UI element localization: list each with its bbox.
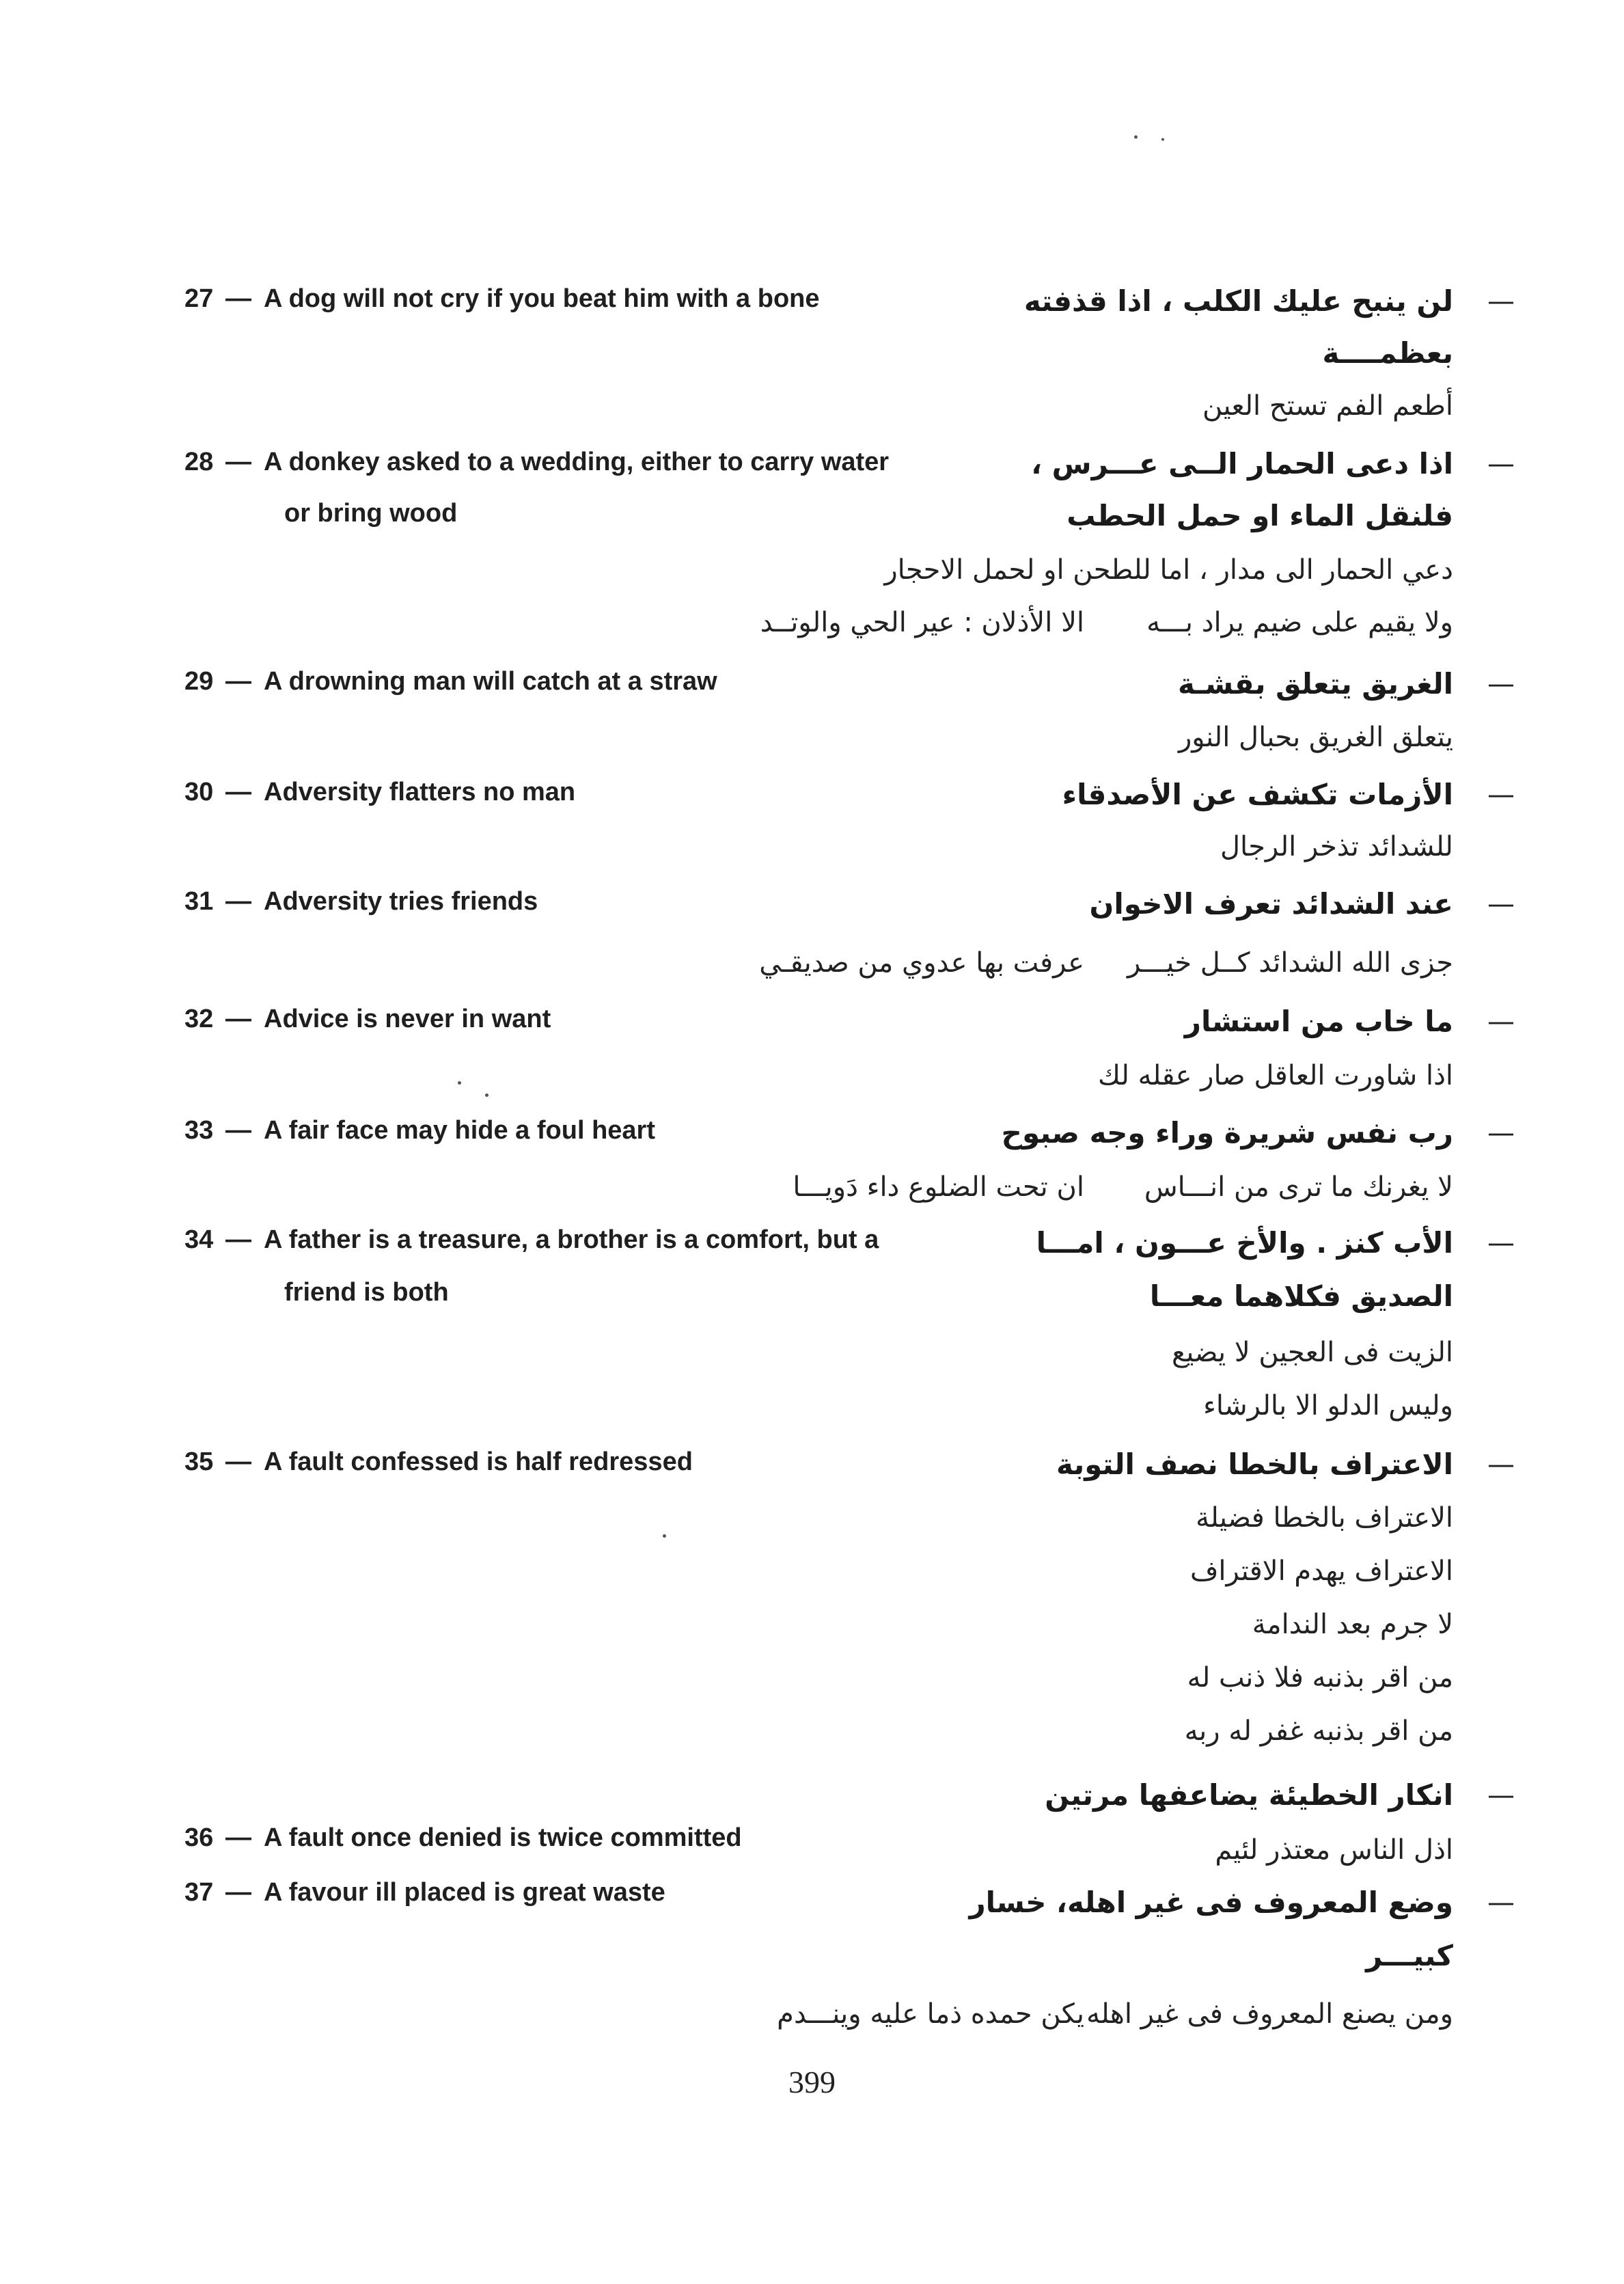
entry-30-ar-dash: — (1487, 779, 1515, 811)
entry-37-english: 37 — A favour ill placed is great waste (184, 1878, 665, 1907)
entry-32-english: 32 — Advice is never in want (184, 1005, 551, 1033)
entry-28-arabic-main-2: فلنقل الماء او حمل الحطب (1066, 499, 1453, 532)
entry-32-arabic-main: ما خاب من استشار (1184, 1005, 1453, 1038)
entry-35-arabic-equiv-2: الاعتراف يهدم الاقتراف (1189, 1555, 1453, 1587)
entry-27-arabic-main: لن ينبح عليك الكلب ، اذا قذفته (1023, 284, 1453, 318)
entry-33-verse-left: ان تحت الضلوع داء دَويـــا (793, 1171, 1084, 1203)
scan-speck (663, 1534, 666, 1538)
entry-28-arabic-equiv: دعي الحمار الى مدار ، اما للطحن او لحمل الاحجار (884, 554, 1453, 586)
entry-33-english: 33 — A fair face may hide a foul heart (184, 1116, 655, 1145)
entry-29-arabic-equiv: يتعلق الغريق بحبال النور (1178, 722, 1453, 753)
entry-28-verse-right: ولا يقيم على ضيم يراد بـــه (1146, 607, 1453, 638)
entry-35-arabic-equiv: الاعتراف بالخطا فضيلة (1196, 1502, 1453, 1534)
entry-37-arabic-main: وضع المعروف فى غير اهله، خسار (969, 1886, 1453, 1919)
entry-29-arabic-main: الغريق يتعلق بقشـة (1177, 667, 1453, 701)
entry-36-english: 36 — A fault once denied is twice committed (184, 1823, 742, 1852)
entry-30-english: 30 — Adversity flatters no man (184, 778, 576, 806)
entry-36-arabic-equiv: اذل الناس معتذر لئيم (1215, 1834, 1453, 1866)
entry-35-arabic-main: الاعتراف بالخطا نصف التوبة (1056, 1447, 1453, 1481)
entry-31-ar-dash: — (1487, 888, 1515, 920)
scan-speck (1134, 135, 1138, 139)
entry-34-arabic-main: الأب كنز . والأخ عـــون ، امـــا (1036, 1226, 1453, 1260)
scan-speck (1161, 138, 1164, 141)
entry-34-arabic-equiv-2: وليس الدلو الا بالرشاء (1203, 1390, 1453, 1422)
entry-31-arabic-main: عند الشدائد تعرف الاخوان (1089, 887, 1453, 921)
entry-34-english: 34 — A father is a treasure, a brother is a comfort, but a (184, 1225, 879, 1254)
entry-35-arabic-equiv-4: من اقر بذنبه فلا ذنب له (1187, 1662, 1453, 1694)
scan-speck (485, 1093, 488, 1097)
entry-35-english: 35 — A fault confessed is half redressed (184, 1447, 693, 1476)
entry-37-verse-right: ومن يصنع المعروف فى غير اهله (1086, 1998, 1453, 2030)
entry-35-arabic-equiv-5: من اقر بذنبه غفر له ربه (1184, 1715, 1453, 1747)
entry-37-arabic-main-2: كبيـــر (1366, 1939, 1453, 1972)
entry-29-english: 29 — A drowning man will catch at a straw (184, 667, 717, 696)
page-number: 399 (788, 2065, 836, 2099)
entry-36-arabic-main: انكار الخطيئة يضاعفها مرتين (1045, 1778, 1453, 1812)
entry-34-arabic-main-2: الصديق فكلاهما معـــا (1149, 1279, 1453, 1313)
entry-35-arabic-equiv-3: لا جرم بعد الندامة (1252, 1609, 1453, 1640)
entry-27-ar-dash: — (1487, 286, 1515, 317)
entry-31-verse-right: جزى الله الشدائد كــل خيـــر (1127, 947, 1453, 979)
entry-31-english: 31 — Adversity tries friends (184, 887, 538, 916)
entry-37-ar-dash: — (1487, 1887, 1515, 1918)
entry-28-english: 28 — A donkey asked to a wedding, either to carry water (184, 448, 890, 476)
entry-28-arabic-main: اذا دعى الحمار الــى عـــرس ، (1031, 447, 1453, 480)
entry-33-arabic-main: رب نفس شريرة وراء وجه صبوح (1001, 1116, 1453, 1150)
entry-35-ar-dash: — (1487, 1449, 1515, 1480)
entry-31-verse-left: عرفت بها عدوي من صديقـي (759, 947, 1084, 979)
entry-28-ar-dash: — (1487, 448, 1515, 480)
entry-29-ar-dash: — (1487, 668, 1515, 700)
entry-27-arabic-main-2: بعظمــــة (1322, 336, 1453, 370)
entry-28-verse-left: الا الأذلان : عير الحي والوتــد (760, 607, 1084, 638)
entry-36-ar-dash: — (1487, 1780, 1515, 1811)
entry-33-verse-right: لا يغرنك ما ترى من انـــاس (1144, 1171, 1453, 1203)
entry-27-english: 27 — A dog will not cry if you beat him with a bone (184, 284, 820, 313)
entry-34-ar-dash: — (1487, 1227, 1515, 1259)
entry-34-english-2: friend is both (284, 1278, 449, 1307)
entry-28-english-2: or bring wood (284, 499, 458, 528)
entry-32-ar-dash: — (1487, 1006, 1515, 1037)
entry-34-arabic-equiv: الزيت فى العجين لا يضيع (1171, 1337, 1453, 1368)
entry-27-arabic-equiv: أطعم الفم تستح العين (1202, 390, 1453, 422)
entry-33-ar-dash: — (1487, 1117, 1515, 1149)
entry-32-arabic-equiv: اذا شاورت العاقل صار عقله لك (1098, 1060, 1453, 1091)
entry-30-arabic-equiv: للشدائد تذخر الرجال (1220, 831, 1453, 862)
scan-speck (458, 1081, 461, 1085)
entry-30-arabic-main: الأزمات تكشف عن الأصدقاء (1062, 778, 1453, 811)
entry-37-verse-left: يكن حمده ذما عليه وينـــدم (777, 1998, 1084, 2030)
